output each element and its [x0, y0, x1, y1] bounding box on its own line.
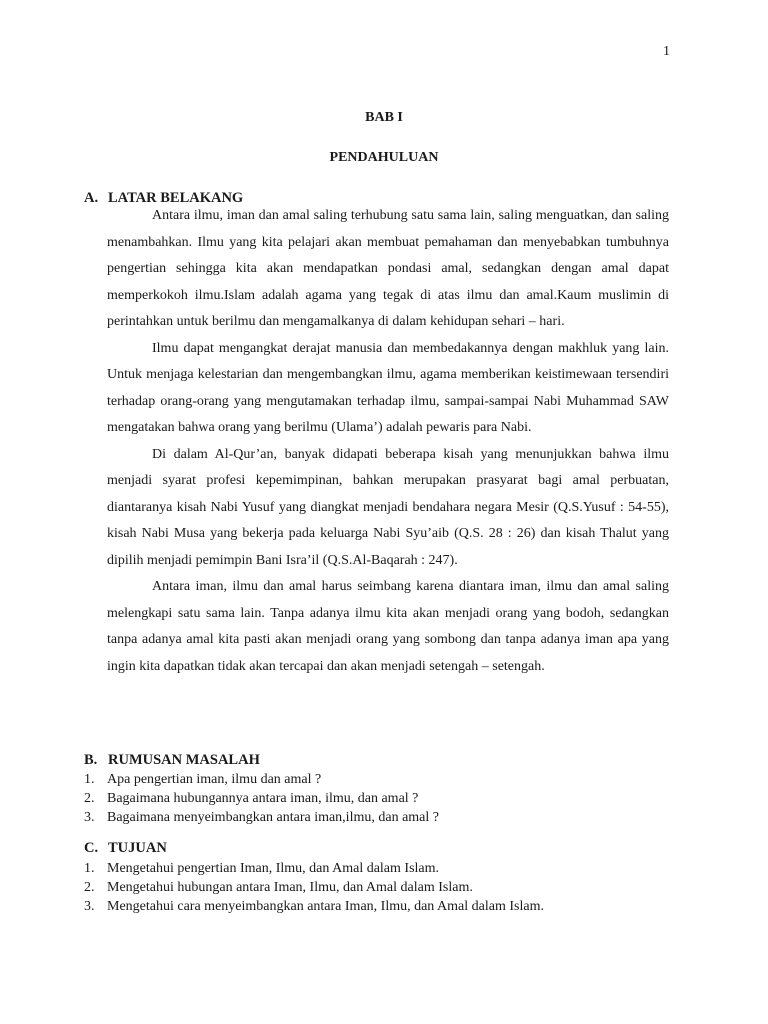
- paragraph-2: Ilmu dapat mengangkat derajat manusia dan membedakannya dengan makhluk yang lain. Untuk menjaga kelestarian dan mengembangkan ilmu, agama memberikan keistimewaan tersendiri terhadap orang-orang yang mengutamakan terhadap ilmu, sampai-sampai Nabi Muhammad SAW mengatakan bahwa orang yang berilmu (Ulama’) adalah pewaris para Nabi.: [107, 340, 669, 435]
- section-c-title: TUJUAN: [108, 840, 167, 856]
- section-b-letter: B.: [84, 752, 98, 768]
- tujuan-list: [84, 859, 544, 916]
- chapter-title: PENDAHULUAN: [329, 150, 439, 165]
- section-b-title: RUMUSAN MASALAH: [108, 752, 260, 768]
- section-c-heading: [84, 840, 167, 857]
- list-item: 2. Mengetahui hubungan antara Iman, Ilmu, dan Amal dalam Islam.: [84, 880, 473, 895]
- rumusan-masalah-list: [84, 770, 439, 827]
- chapter-label: BAB I: [365, 110, 403, 125]
- list-item: 1. Mengetahui pengertian Iman, Ilmu, dan Amal dalam Islam.: [84, 861, 440, 876]
- list-item: 3. Mengetahui cara menyeimbangkan antara Iman, Ilmu, dan Amal dalam Islam.: [84, 899, 544, 914]
- paragraph-1: Antara ilmu, iman dan amal saling terhubung satu sama lain, saling menguatkan, dan saling menambahkan. Ilmu yang kita pelajari akan membuat pemahaman dan menyebabkan tumbuhnya pengertian sehingga kita akan mendapatkan pondasi amal, sedangkan dengan amal dapat memperkokoh ilmu.Islam adalah agama yang tegak di atas ilmu dan amal.Kaum muslimin di perintahkan untuk berilmu dan mengamalkanya di dalam kehidupan sehari – hari.: [107, 208, 669, 329]
- page-number: 1: [663, 44, 670, 59]
- section-a-letter: A.: [84, 190, 99, 206]
- paragraph-4: Antara iman, ilmu dan amal harus seimbang karena diantara iman, ilmu dan amal saling melengkapi satu sama lain. Tanpa adanya ilmu kita akan menjadi orang yang bodoh, sedangkan tanpa adanya amal kita pasti akan menjadi orang yang sombong dan tanpa adanya iman apa yang ingin kita dapatkan tidak akan tercapai dan akan menjadi setengah – setengah.: [107, 579, 669, 674]
- section-a-title: LATAR BELAKANG: [108, 190, 244, 206]
- list-item: 2. Bagaimana hubungannya antara iman, ilmu, dan amal ?: [84, 791, 419, 806]
- paragraph-3: Di dalam Al-Qur’an, banyak didapati beberapa kisah yang menunjukkan bahwa ilmu menjadi syarat profesi kepemimpinan, bahkan merupakan prasyarat bagi amal perbuatan, diantaranya kisah Nabi Yusuf yang diangkat menjadi bendahara negara Mesir (Q.S.Yusuf : 54-55), kisah Nabi Musa yang bekerja pada keluarga Nabi Syu’aib (Q.S. 28 : 26) dan kisah Thalut yang dipilih menjadi pemimpin Bani Isra’il (Q.S.Al-Baqarah : 247).: [107, 446, 669, 568]
- section-b-heading: [84, 752, 260, 769]
- list-item: 3. Bagaimana menyeimbangkan antara iman,ilmu, dan amal ?: [84, 810, 439, 825]
- section-c-letter: C.: [84, 840, 99, 856]
- section-a-body: [107, 203, 669, 680]
- list-item: 1. Apa pengertian iman, ilmu dan amal ?: [84, 772, 322, 787]
